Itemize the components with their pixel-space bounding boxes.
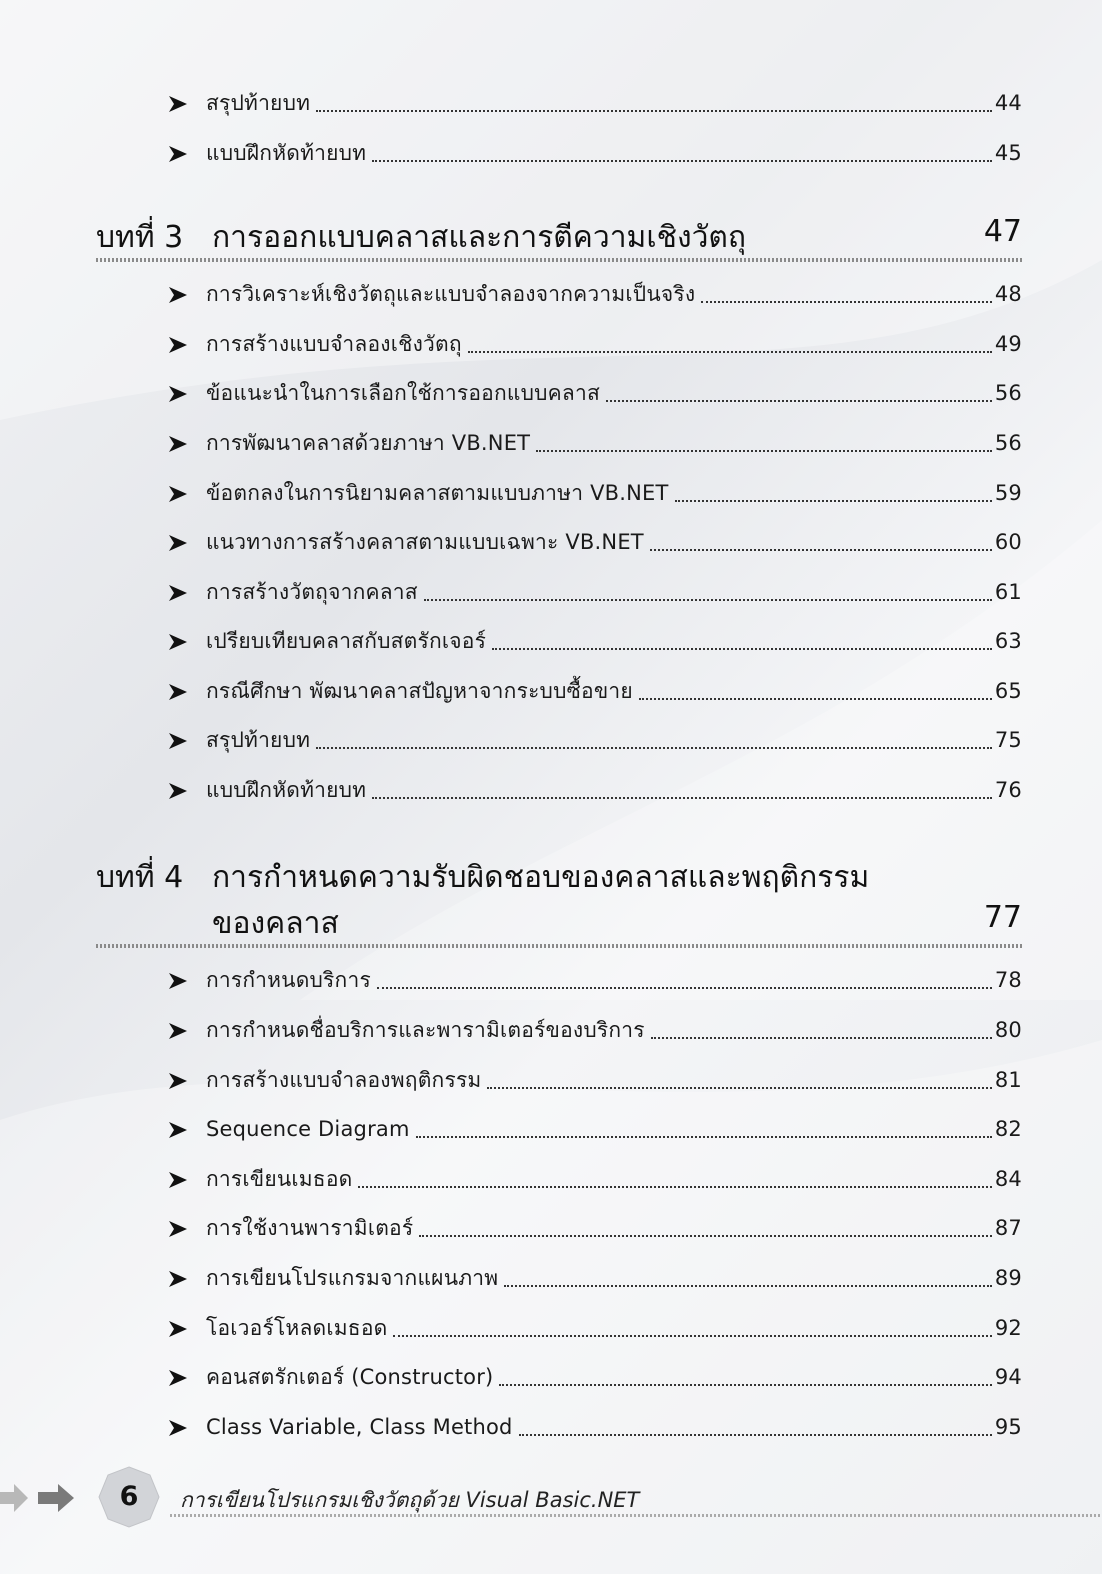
toc-entry[interactable]	[168, 522, 1022, 562]
footer-book-title: การเขียนโปรแกรมเชิงวัตถุด้วย Visual Basic.NET	[180, 1488, 640, 1512]
chapter-number: บทที่ 4	[96, 860, 184, 895]
toc-entry-label: การเขียนเมธอด	[206, 1166, 353, 1191]
toc-entry-page: 81	[994, 1068, 1022, 1092]
arrowhead-bullet-icon	[168, 1219, 188, 1237]
dot-leader	[701, 301, 992, 303]
toc-entry-label: โอเวอร์โหลดเมธอด	[206, 1315, 388, 1340]
arrowhead-bullet-icon	[168, 1269, 188, 1287]
toc-entry[interactable]	[168, 1208, 1022, 1248]
dot-leader	[372, 797, 992, 799]
toc-entry-page: 87	[994, 1216, 1022, 1240]
toc-entry-label: แบบฝึกหัดท้ายบท	[206, 140, 367, 165]
toc-entry-page: 84	[994, 1167, 1022, 1191]
toc-entry-label: แนวทางการสร้างคลาสตามแบบเฉพาะ VB.NET	[206, 529, 644, 554]
dot-leader	[487, 1087, 991, 1089]
toc-entry[interactable]	[168, 324, 1022, 364]
toc-entry-label: สรุปท้ายบท	[206, 90, 311, 115]
dot-leader	[316, 747, 992, 749]
dot-leader	[372, 160, 992, 162]
toc-entry-label: การสร้างแบบจำลองพฤติกรรม	[206, 1067, 482, 1092]
toc-entry[interactable]	[168, 572, 1022, 612]
toc-entry-label: คอนสตรักเตอร์ (Constructor)	[206, 1364, 494, 1389]
toc-entry-label: การสร้างวัตถุจากคลาส	[206, 579, 418, 604]
arrowhead-bullet-icon	[168, 144, 188, 162]
arrowhead-bullet-icon	[168, 1071, 188, 1089]
toc-entry-page: 89	[994, 1266, 1022, 1290]
toc-entry[interactable]	[168, 770, 1022, 810]
toc-entry-label: ข้อแนะนำในการเลือกใช้การออกแบบคลาส	[206, 380, 601, 405]
toc-entry-page: 65	[994, 679, 1022, 703]
chapter-page-number: 47	[983, 214, 1022, 249]
dot-leader	[416, 1136, 992, 1138]
dot-leader	[639, 698, 992, 700]
dot-leader	[606, 400, 992, 402]
toc-entry-page: 94	[994, 1365, 1022, 1389]
toc-entry-page: 80	[994, 1018, 1022, 1042]
dot-leader	[650, 549, 992, 551]
dot-leader	[316, 110, 992, 112]
chapter-page-number: 77	[983, 900, 1022, 935]
toc-entry-page: 49	[994, 332, 1022, 356]
toc-entry[interactable]	[168, 1308, 1022, 1348]
dot-leader	[519, 1434, 992, 1436]
dot-leader	[468, 351, 992, 353]
toc-entry[interactable]	[168, 274, 1022, 314]
dot-leader	[424, 599, 992, 601]
chapter-number: บทที่ 3	[96, 220, 184, 255]
toc-entry-label: สรุปท้ายบท	[206, 727, 311, 752]
toc-entry[interactable]	[168, 423, 1022, 463]
arrowhead-bullet-icon	[168, 94, 188, 112]
chapter-title: การกำหนดความรับผิดชอบของคลาสและพฤติกรรม	[212, 860, 870, 895]
toc-entry-label: การพัฒนาคลาสด้วยภาษา VB.NET	[206, 430, 531, 455]
toc-entry-page: 44	[994, 91, 1022, 115]
chapter-divider	[96, 944, 1024, 948]
toc-entry-page: 45	[994, 141, 1022, 165]
dot-leader	[504, 1285, 992, 1287]
arrowhead-bullet-icon	[168, 632, 188, 650]
toc-entry-page: 63	[994, 629, 1022, 653]
chapter-divider	[96, 258, 1024, 262]
toc-entry-page: 76	[994, 778, 1022, 802]
toc-entry[interactable]	[168, 621, 1022, 661]
arrowhead-bullet-icon	[168, 1418, 188, 1436]
arrowhead-bullet-icon	[168, 1120, 188, 1138]
arrowhead-bullet-icon	[168, 1021, 188, 1039]
toc-entry[interactable]	[168, 83, 1022, 123]
arrowhead-bullet-icon	[168, 971, 188, 989]
toc-entry-page: 56	[994, 381, 1022, 405]
toc-entry-label: Class Variable, Class Method	[206, 1415, 513, 1439]
toc-entry[interactable]	[168, 960, 1022, 1000]
toc-entry-label: การวิเคราะห์เชิงวัตถุและแบบจำลองจากความเป็นจริง	[206, 281, 696, 306]
page-number: 6	[119, 1481, 139, 1512]
chapter-title: การออกแบบคลาสและการตีความเชิงวัตถุ	[212, 220, 747, 255]
dot-leader	[419, 1235, 992, 1237]
arrowhead-bullet-icon	[168, 1170, 188, 1188]
toc-entry-label: การสร้างแบบจำลองเชิงวัตถุ	[206, 331, 462, 356]
arrowhead-bullet-icon	[168, 1319, 188, 1337]
toc-entry-label: การเขียนโปรแกรมจากแผนภาพ	[206, 1265, 499, 1290]
arrowhead-bullet-icon	[168, 285, 188, 303]
arrowhead-bullet-icon	[168, 533, 188, 551]
arrowhead-bullet-icon	[168, 682, 188, 700]
arrowhead-bullet-icon	[168, 1368, 188, 1386]
toc-entry-label: เปรียบเทียบคลาสกับสตรักเจอร์	[206, 628, 487, 653]
toc-entry-label: การกำหนดชื่อบริการและพารามิเตอร์ของบริการ	[206, 1017, 645, 1042]
toc-entry-label: การใช้งานพารามิเตอร์	[206, 1215, 414, 1240]
toc-entry-page: 56	[994, 431, 1022, 455]
arrowhead-bullet-icon	[168, 434, 188, 452]
toc-entry[interactable]	[168, 671, 1022, 711]
dot-leader	[499, 1384, 991, 1386]
toc-entry[interactable]	[168, 1010, 1022, 1050]
toc-entry-label: แบบฝึกหัดท้ายบท	[206, 777, 367, 802]
arrowhead-bullet-icon	[168, 781, 188, 799]
toc-entry[interactable]	[168, 1060, 1022, 1100]
arrowhead-bullet-icon	[168, 335, 188, 353]
toc-entry-page: 78	[994, 968, 1022, 992]
arrowhead-bullet-icon	[168, 484, 188, 502]
toc-entry-page: 48	[994, 282, 1022, 306]
toc-entry-label: Sequence Diagram	[206, 1117, 410, 1141]
dot-leader	[358, 1186, 991, 1188]
toc-entry-page: 59	[994, 481, 1022, 505]
toc-entry-label: กรณีศึกษา พัฒนาคลาสปัญหาจากระบบซื้อขาย	[206, 678, 633, 703]
arrowhead-bullet-icon	[168, 731, 188, 749]
toc-entry[interactable]	[168, 373, 1022, 413]
toc-entry[interactable]	[168, 1407, 1022, 1447]
toc-entry-page: 61	[994, 580, 1022, 604]
toc-entry-label: ข้อตกลงในการนิยามคลาสตามแบบภาษา VB.NET	[206, 480, 669, 505]
toc-entry[interactable]	[168, 133, 1022, 173]
chapter-title-continued: ของคลาส	[212, 906, 339, 941]
arrowhead-bullet-icon	[168, 583, 188, 601]
arrowhead-bullet-icon	[168, 384, 188, 402]
toc-entry-label: การกำหนดบริการ	[206, 967, 371, 992]
toc-entry-page: 75	[994, 728, 1022, 752]
toc-entry[interactable]	[168, 1159, 1022, 1199]
toc-entry-page: 92	[994, 1316, 1022, 1340]
toc-entry[interactable]	[168, 1109, 1022, 1149]
dot-leader	[651, 1037, 992, 1039]
toc-entry[interactable]	[168, 1357, 1022, 1397]
toc-entry-page: 82	[994, 1117, 1022, 1141]
dot-leader	[675, 500, 992, 502]
toc-entry[interactable]	[168, 720, 1022, 760]
toc-entry[interactable]	[168, 473, 1022, 513]
toc-entry-page: 95	[994, 1415, 1022, 1439]
toc-entry[interactable]	[168, 1258, 1022, 1298]
dot-leader	[377, 987, 992, 989]
toc-entry-page: 60	[994, 530, 1022, 554]
dot-leader	[492, 648, 992, 650]
dot-leader	[536, 450, 992, 452]
dot-leader	[393, 1335, 991, 1337]
